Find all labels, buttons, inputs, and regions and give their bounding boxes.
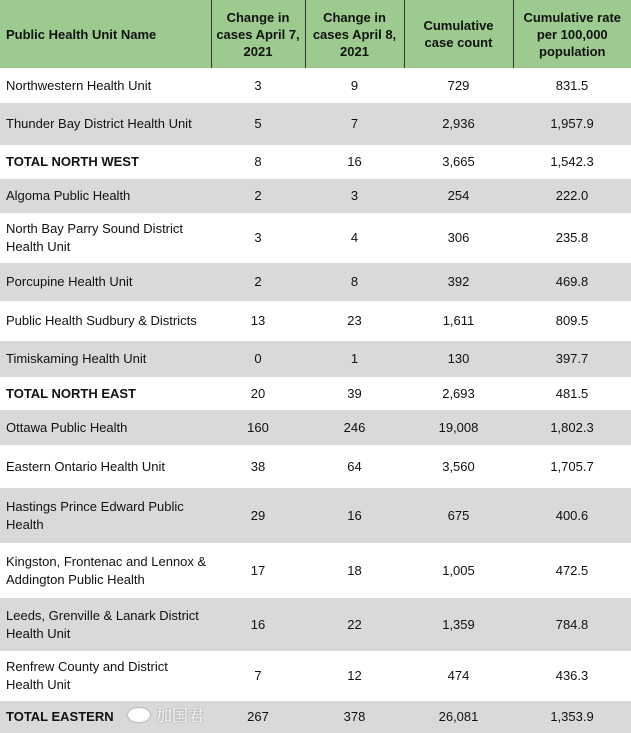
cell-apr8: 39 xyxy=(347,385,362,401)
cell-name: Algoma Public Health xyxy=(0,179,211,213)
header-name: Public Health Unit Name xyxy=(0,0,211,68)
table-row xyxy=(0,651,631,701)
cell-name: TOTAL NORTH WEST xyxy=(6,154,139,169)
table-row xyxy=(0,445,631,488)
cell-name: Hastings Prince Edward Public Health xyxy=(0,488,211,543)
cell-apr8: 4 xyxy=(350,230,359,245)
cell-apr8: 9 xyxy=(350,77,359,93)
watermark xyxy=(128,703,204,726)
cell-apr8: 246 xyxy=(305,410,404,445)
table-row xyxy=(0,213,631,263)
cell-name: Leeds, Grenville & Lanark District Health Unit xyxy=(0,598,211,651)
cell-rate: 481.5 xyxy=(555,385,589,401)
cell-apr8: 16 xyxy=(305,488,404,543)
cell-rate: 1,957.9 xyxy=(513,103,631,145)
cell-apr8: 1 xyxy=(305,341,404,377)
table-row xyxy=(0,145,631,179)
cell-apr7: 160 xyxy=(211,410,305,445)
table-row xyxy=(0,410,631,445)
cell-apr7: 8 xyxy=(254,154,262,169)
cell-rate: 1,353.9 xyxy=(513,701,631,733)
cell-apr7: 7 xyxy=(254,668,262,683)
cell-apr7: 0 xyxy=(211,341,305,377)
cell-rate: 784.8 xyxy=(513,598,631,651)
header-rate: Cumulative rate per 100,000 population xyxy=(513,0,631,68)
cell-apr8: 8 xyxy=(305,263,404,301)
cell-apr7: 2 xyxy=(211,263,305,301)
table-row xyxy=(0,179,631,213)
header-apr8: Change in cases April 8, 2021 xyxy=(305,0,404,68)
cell-rate: 809.5 xyxy=(555,313,589,328)
cell-apr8: 12 xyxy=(347,668,362,683)
header-cumulative: Cumulative case count xyxy=(404,0,513,68)
cell-apr8: 18 xyxy=(347,562,362,578)
cell-apr8: 22 xyxy=(305,598,404,651)
cell-name: Timiskaming Health Unit xyxy=(0,341,211,377)
cell-apr7: 3 xyxy=(254,230,262,245)
table-row xyxy=(0,543,631,598)
cell-apr7: 5 xyxy=(211,103,305,145)
table-row xyxy=(0,301,631,341)
cell-apr8: 3 xyxy=(305,179,404,213)
cell-cum: 3,560 xyxy=(442,458,475,474)
cell-cum: 729 xyxy=(447,77,470,93)
cell-name: TOTAL EASTERN xyxy=(0,701,211,733)
wechat-icon xyxy=(128,708,150,722)
cell-apr7: 3 xyxy=(254,77,262,93)
cell-cum: 254 xyxy=(404,179,513,213)
header-row xyxy=(0,0,631,68)
cell-cum: 1,005 xyxy=(442,562,475,578)
cell-rate: 436.3 xyxy=(555,668,589,683)
cell-rate: 400.6 xyxy=(513,488,631,543)
cell-name: TOTAL NORTH EAST xyxy=(6,385,136,401)
table-row xyxy=(0,598,631,651)
watermark-text: 加国君 xyxy=(156,708,205,725)
cell-cum: 474 xyxy=(447,668,470,683)
table-row xyxy=(0,377,631,410)
cell-name: Public Health Sudbury & Districts xyxy=(6,313,197,328)
cell-cum: 2,936 xyxy=(404,103,513,145)
cell-apr7: 20 xyxy=(250,385,266,401)
cell-rate: 472.5 xyxy=(555,562,589,578)
cell-rate: 235.8 xyxy=(555,230,589,245)
cell-name: Ottawa Public Health xyxy=(0,410,211,445)
cell-rate: 397.7 xyxy=(513,341,631,377)
cell-apr8: 64 xyxy=(347,458,362,474)
cell-name: Thunder Bay District Health Unit xyxy=(0,103,211,145)
cell-apr7: 2 xyxy=(211,179,305,213)
cell-cum: 392 xyxy=(404,263,513,301)
cell-cum: 2,693 xyxy=(442,385,475,401)
cell-apr8: 378 xyxy=(305,701,404,733)
cell-cum: 3,665 xyxy=(442,154,475,169)
cell-name: North Bay Parry Sound District Health Unit xyxy=(6,221,184,254)
cell-rate: 1,705.7 xyxy=(550,458,594,474)
cell-cum: 19,008 xyxy=(404,410,513,445)
table-row xyxy=(0,103,631,145)
cell-rate: 222.0 xyxy=(513,179,631,213)
cell-rate: 1,542.3 xyxy=(550,154,594,169)
cell-cum: 130 xyxy=(404,341,513,377)
cell-apr7: 29 xyxy=(211,488,305,543)
table-row xyxy=(0,488,631,543)
header-apr7: Change in cases April 7, 2021 xyxy=(211,0,305,68)
cell-rate: 469.8 xyxy=(513,263,631,301)
cell-rate: 831.5 xyxy=(555,77,589,93)
cell-name: Eastern Ontario Health Unit xyxy=(6,458,165,474)
cell-apr8: 16 xyxy=(347,154,362,169)
cell-apr8: 23 xyxy=(347,313,362,328)
cell-apr7: 16 xyxy=(211,598,305,651)
cell-cum: 1,359 xyxy=(404,598,513,651)
cell-apr7: 267 xyxy=(211,701,305,733)
cell-apr7: 13 xyxy=(250,313,266,328)
table-row xyxy=(0,68,631,103)
cell-apr7: 17 xyxy=(250,562,266,578)
cell-name: Renfrew County and District Health Unit xyxy=(6,659,168,692)
cell-rate: 1,802.3 xyxy=(513,410,631,445)
table-row xyxy=(0,341,631,377)
cell-apr8: 7 xyxy=(305,103,404,145)
cell-cum: 1,611 xyxy=(442,313,475,328)
cell-name: Kingston, Frontenac and Lennox & Addington Public Health xyxy=(6,553,207,587)
cell-cum: 306 xyxy=(447,230,470,245)
table-row xyxy=(0,701,631,733)
cell-name: Porcupine Health Unit xyxy=(0,263,211,301)
cell-name: Northwestern Health Unit xyxy=(6,77,152,93)
cell-apr7: 38 xyxy=(250,458,266,474)
cell-cum: 675 xyxy=(404,488,513,543)
table-row xyxy=(0,263,631,301)
cell-cum: 26,081 xyxy=(404,701,513,733)
